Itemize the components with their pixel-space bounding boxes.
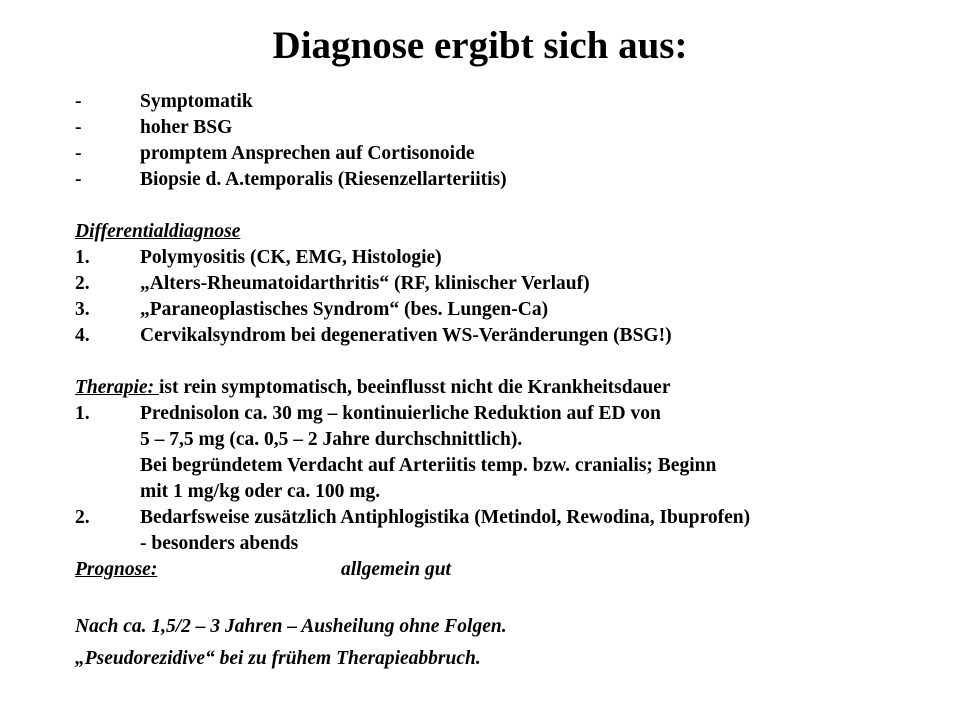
differential-heading: Differentialdiagnose [75, 221, 241, 242]
list-marker: - [75, 117, 82, 138]
prognosis-line [75, 557, 451, 583]
therapy-intro-line [75, 375, 671, 401]
differential-item [75, 297, 548, 323]
list-text: hoher BSG [140, 117, 233, 138]
differential-item [75, 271, 590, 297]
diagnosis-item [75, 115, 232, 141]
list-marker: 2. [75, 273, 90, 294]
list-text: Symptomatik [140, 91, 253, 112]
diagnosis-item [75, 141, 475, 167]
slide-title: Diagnose ergibt sich aus: [272, 24, 688, 67]
outcome-note: Nach ca. 1,5/2 – 3 Jahren – Ausheilung ohne Folgen. [75, 616, 507, 637]
list-marker: - [75, 143, 82, 164]
relapse-note: „Pseudorezidive“ bei zu frühem Therapieabbruch. [75, 648, 481, 669]
prognosis-value: allgemein gut [341, 559, 451, 580]
list-marker: - [75, 169, 82, 190]
diagnosis-item [75, 167, 507, 193]
therapy-item-continuation: - besonders abends [140, 533, 299, 554]
list-text: promptem Ansprechen auf Cortisonoide [140, 143, 475, 164]
list-marker: 3. [75, 299, 90, 320]
list-text: Biopsie d. A.temporalis (Riesenzellarteriitis) [140, 169, 507, 190]
therapy-item-continuation: Bei begründetem Verdacht auf Arteriitis temp. bzw. cranialis; Beginn [140, 455, 717, 476]
therapy-intro: ist rein symptomatisch, beeinflusst nicht die Krankheitsdauer [158, 377, 671, 398]
therapy-item [75, 505, 750, 531]
list-text: „Alters-Rheumatoidarthritis“ (RF, klinischer Verlauf) [140, 273, 590, 294]
therapy-heading: Therapie: [75, 377, 159, 398]
list-marker: 1. [75, 403, 90, 424]
therapy-item [75, 401, 661, 427]
prognosis-heading: Prognose: [75, 559, 158, 580]
list-text: Cervikalsyndrom bei degenerativen WS-Veränderungen (BSG!) [140, 325, 672, 346]
list-text: Polymyositis (CK, EMG, Histologie) [140, 247, 442, 268]
diagnosis-item [75, 89, 253, 115]
therapy-item-continuation: mit 1 mg/kg oder ca. 100 mg. [140, 481, 381, 502]
list-text: Bedarfsweise zusätzlich Antiphlogistika (Metindol, Rewodina, Ibuprofen) [140, 507, 751, 528]
list-marker: 1. [75, 247, 90, 268]
differential-item [75, 323, 672, 349]
list-text: „Paraneoplastisches Syndrom“ (bes. Lungen-Ca) [140, 299, 549, 320]
differential-item [75, 245, 442, 271]
list-marker: 4. [75, 325, 90, 346]
list-marker: 2. [75, 507, 90, 528]
therapy-item-continuation: 5 – 7,5 mg (ca. 0,5 – 2 Jahre durchschnittlich). [140, 429, 523, 450]
list-marker: - [75, 91, 82, 112]
list-text: Prednisolon ca. 30 mg – kontinuierliche Reduktion auf ED von [140, 403, 661, 424]
